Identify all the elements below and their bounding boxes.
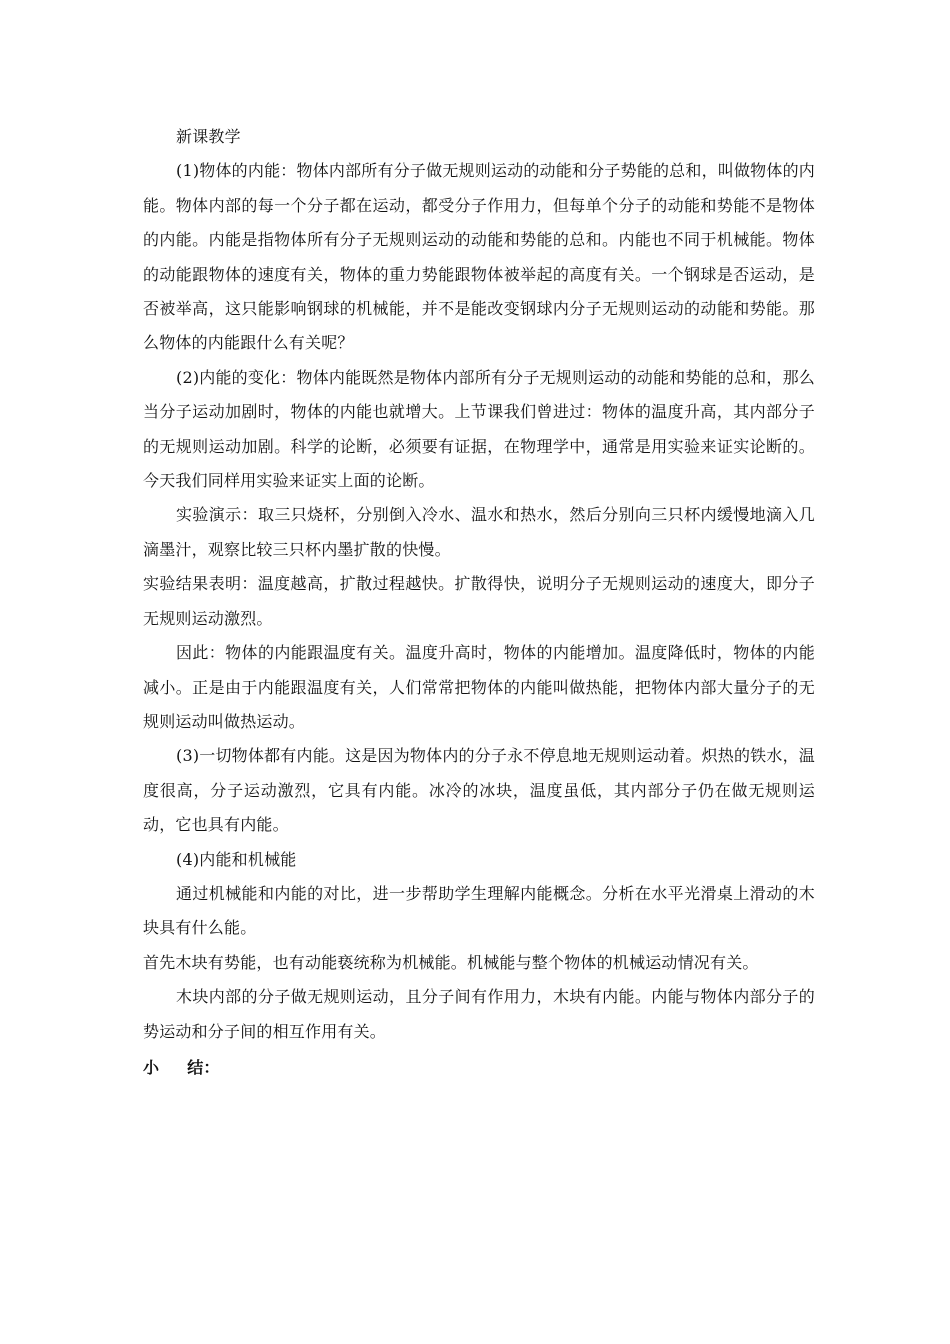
document-body xyxy=(143,120,815,1085)
paragraph-internal-energy-definition: (1)物体的内能：物体内部所有分子做无规则运动的动能和分子势能的总和，叫做物体的内能。物体内部的每一个分子都在运动，都受分子作用力，但每单个分子的动能和势能不是物体的内能。内能是指物体所有分子无规则运动的动能和势能的总和。内能也不同于机械能。物体的动能跟物体的速度有关，物体的重力势能跟物体被举起的高度有关。一个钢球是否运动，是否被举高，这只能影响钢球的机械能，并不是能改变钢球内分子无规则运动的动能和势能。那么物体的内能跟什么有关呢？ xyxy=(143,161,815,353)
paragraph-mechanical-energy: 首先木块有势能，也有动能亵统称为机械能。机械能与整个物体的机械运动情况有关。 xyxy=(143,952,759,972)
paragraph-internal-energy-change: (2)内能的变化：物体内能既然是物体内部所有分子无规则运动的动能和势能的总和，那么当分子运动加剧时，物体的内能也就增大。上节课我们曾进过：物体的温度升高，其内部分子的无规则运动加剧。科学的论断，必须要有证据，在物理学中，通常是用实验来证实论断的。今天我们同样用实验来证实上面的论断。 xyxy=(143,367,815,491)
summary-char-2: 结： xyxy=(187,1057,220,1077)
subheading-internal-vs-mechanical: (4)内能和机械能 xyxy=(176,849,297,869)
paragraph-experiment-demo: 实验演示：取三只烧杯，分别倒入冷水、温水和热水，然后分别向三只杯内缓慢地滴入几滴墨汁，观察比较三只杯内墨扩散的快慢。 xyxy=(143,505,815,559)
summary-label xyxy=(143,1051,815,1085)
paragraph-conclusion: 因此：物体的内能跟温度有关。温度升高时，物体的内能增加。温度降低时，物体的内能减小。正是由于内能跟温度有关，人们常常把物体的内能叫做热能，把物体内部大量分子的无规则运动叫做热运动。 xyxy=(143,643,815,731)
paragraph-experiment-result: 实验结果表明：温度越高，扩散过程越快。扩散得快，说明分子无规则运动的速度大，即分子无规则运动激烈。 xyxy=(143,574,815,628)
paragraph-all-objects-have-energy: (3)一切物体都有内能。这是因为物体内的分子永不停息地无规则运动着。炽热的铁水，温度很高，分子运动激烈，它具有内能。冰冷的冰块，温度虽低，其内部分子仍在做无规则运动，它也具有内能。 xyxy=(143,746,815,835)
paragraph-comparison-intro: 通过机械能和内能的对比，进一步帮助学生理解内能概念。分析在水平光滑桌上滑动的木块具有什么能。 xyxy=(143,883,815,938)
summary-char-1: 小 xyxy=(143,1057,160,1077)
paragraph-block-internal-energy: 木块内部的分子做无规则运动，且分子间有作用力，木块有内能。内能与物体内部分子的势运动和分子间的相互作用有关。 xyxy=(143,987,815,1041)
section-heading: 新课教学 xyxy=(176,127,241,146)
